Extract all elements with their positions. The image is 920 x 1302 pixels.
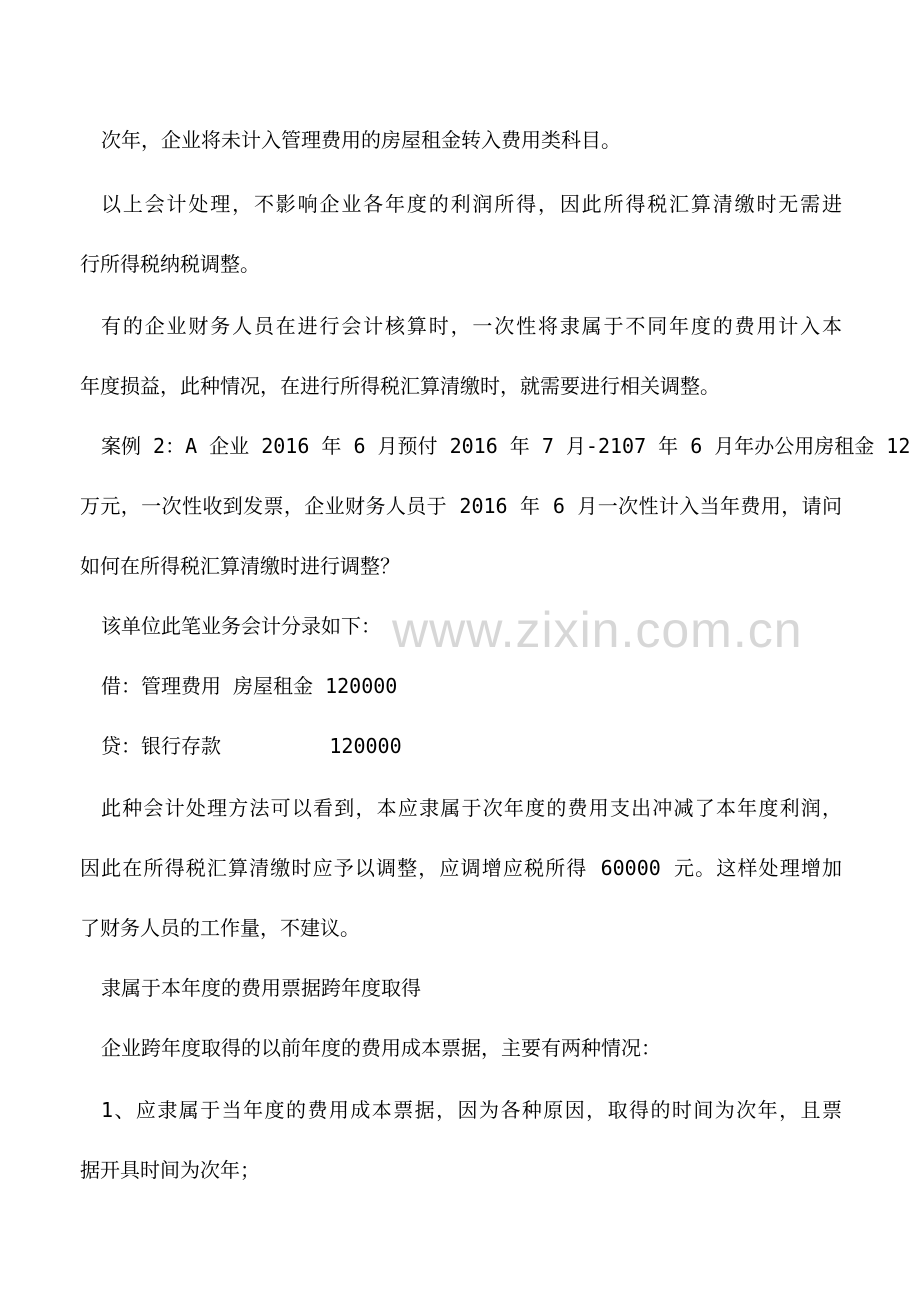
paragraph-line: 行所得税纳税调整。 [80,252,260,276]
section-heading: 隶属于本年度的费用票据跨年度取得 [101,976,421,1000]
paragraph-line: 年度损益，此种情况，在进行所得税汇算清缴时，就需要进行相关调整。 [80,374,720,398]
paragraph-line: 有的企业财务人员在进行会计核算时，一次性将隶属于不同年度的费用计入本 [101,314,842,338]
paragraph-line: 了财务人员的工作量，不建议。 [80,916,360,940]
journal-entry-debit: 借：管理费用 房屋租金 120000 [101,674,398,698]
paragraph-line: 如何在所得税汇算清缴时进行调整？ [80,554,400,578]
paragraph-line: 案例 2：A 企业 2016 年 6 月预付 2016 年 7 月-2107 年 6 月年办公用房租金 12 [101,434,911,458]
paragraph-line: 企业跨年度取得的以前年度的费用成本票据，主要有两种情况： [101,1036,661,1060]
paragraph-line: 因此在所得税汇算清缴时应予以调整，应调增应税所得 60000 元。这样处理增加 [80,856,842,880]
paragraph-line: 该单位此笔业务会计分录如下： [101,614,381,638]
watermark: www.zixin.com.cn [392,602,803,658]
paragraph-line: 此种会计处理方法可以看到，本应隶属于次年度的费用支出冲减了本年度利润， [101,796,842,820]
paragraph-line: 1、应隶属于当年度的费用成本票据，因为各种原因，取得的时间为次年，且票 [101,1098,842,1122]
paragraph-line: 次年，企业将未计入管理费用的房屋租金转入费用类科目。 [101,128,621,152]
paragraph-line: 万元，一次性收到发票，企业财务人员于 2016 年 6 月一次性计入当年费用，请问 [80,494,842,518]
paragraph-line: 以上会计处理，不影响企业各年度的利润所得，因此所得税汇算清缴时无需进 [101,192,842,216]
paragraph-line: 据开具时间为次年； [80,1158,260,1182]
journal-entry-credit: 贷：银行存款 120000 [101,734,402,758]
